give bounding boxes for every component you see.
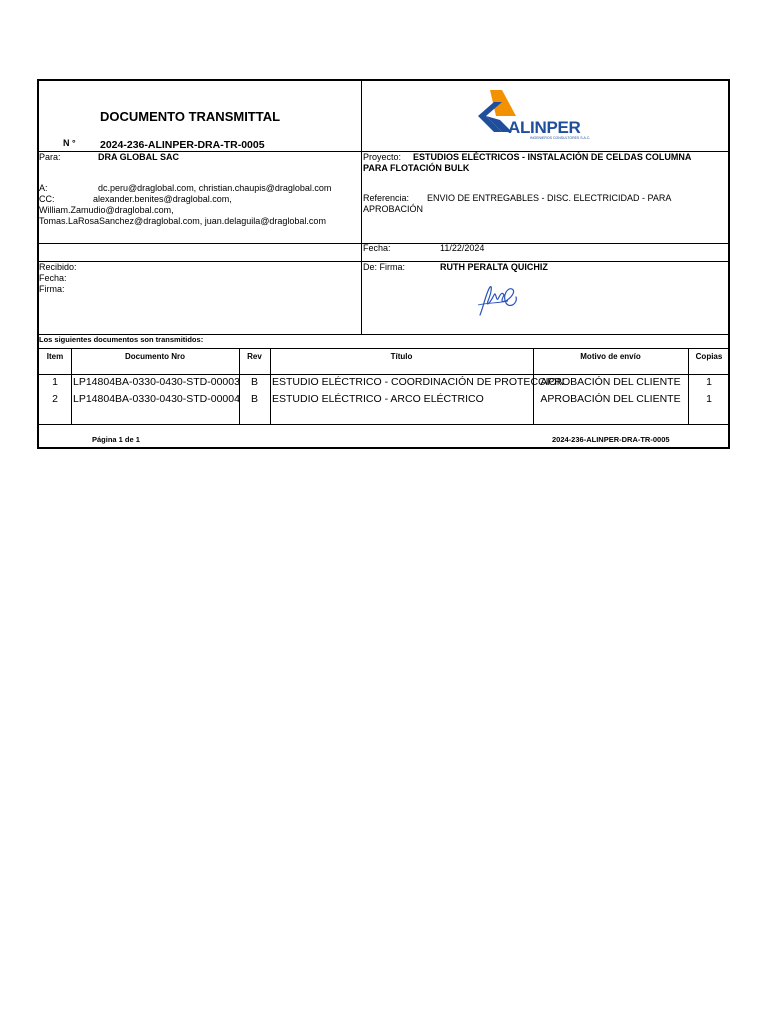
de-firma-value: RUTH PERALTA QUICHIZ xyxy=(440,262,548,272)
proyecto-value: ESTUDIOS ELÉCTRICOS - INSTALACIÓN DE CELDAS COLUMNA xyxy=(413,152,692,162)
cc-label: CC: xyxy=(39,194,55,204)
proyecto-label: Proyecto: xyxy=(363,152,402,162)
header-copias: Copias xyxy=(695,352,723,361)
divider xyxy=(39,374,730,375)
fecha-value: 11/22/2024 xyxy=(440,243,485,253)
row-titulo: ESTUDIO ELÉCTRICO - ARCO ELÉCTRICO xyxy=(272,393,484,405)
row-copias: 1 xyxy=(706,393,712,405)
divider xyxy=(39,424,730,425)
number-label: N ° xyxy=(63,138,76,148)
footer-document-code: 2024-236-ALINPER-DRA-TR-0005 xyxy=(552,435,670,444)
row-item: 2 xyxy=(52,393,58,405)
referencia-value: ENVIO DE ENTREGABLES - DISC. ELECTRICIDAD - PARA xyxy=(427,193,672,203)
fecha-recibido-label: Fecha: xyxy=(39,273,67,283)
recibido-label: Recibido: xyxy=(39,262,77,272)
header-titulo: Título xyxy=(390,352,413,361)
firma-label: Firma: xyxy=(39,284,65,294)
row-rev: B xyxy=(250,376,258,388)
a-label: A: xyxy=(39,183,48,193)
de-firma-label: De: Firma: xyxy=(363,262,406,272)
logo-subtext: INGENIEROS CONSULTORES S.A.C. xyxy=(530,136,591,140)
row-item: 1 xyxy=(52,376,58,388)
row-doc: LP14804BA-0330-0430-STD-00003 xyxy=(73,376,240,388)
divider xyxy=(39,348,730,349)
table-caption: Los siguientes documentos son transmitidos: xyxy=(39,335,204,344)
proyecto-value-line-2: PARA FLOTACIÓN BULK xyxy=(363,163,470,173)
document-title: DOCUMENTO TRANSMITTAL xyxy=(100,109,281,124)
row-rev: B xyxy=(250,393,258,405)
cc-line-3: Tomas.LaRosaSanchez@draglobal.com, juan.delaguila@draglobal.com xyxy=(39,216,326,226)
document-number: 2024-236-ALINPER-DRA-TR-0005 xyxy=(100,139,265,151)
header-rev: Rev xyxy=(247,352,262,361)
row-motivo: APROBACIÓN DEL CLIENTE xyxy=(540,376,681,388)
para-value: DRA GLOBAL SAC xyxy=(98,152,179,162)
row-titulo: ESTUDIO ELÉCTRICO - COORDINACIÓN DE PROTECCION xyxy=(272,376,565,388)
row-doc: LP14804BA-0330-0430-STD-00004 xyxy=(73,393,240,405)
para-label: Para: xyxy=(39,152,61,162)
cc-line-2: William.Zamudio@draglobal.com, xyxy=(39,205,174,215)
fecha-label: Fecha: xyxy=(363,243,391,253)
a-value: dc.peru@draglobal.com, christian.chaupis@draglobal.com xyxy=(98,183,332,193)
divider xyxy=(361,81,362,334)
header-motivo: Motivo de envío xyxy=(580,352,641,361)
referencia-value-line-2: APROBACIÓN xyxy=(363,204,424,214)
header-doc: Documento Nro xyxy=(125,352,185,361)
row-copias: 1 xyxy=(706,376,712,388)
company-logo xyxy=(472,86,596,144)
signature xyxy=(472,281,522,319)
referencia-label: Referencia: xyxy=(363,193,410,203)
cc-value: alexander.benites@draglobal.com, xyxy=(93,194,232,204)
row-motivo: APROBACIÓN DEL CLIENTE xyxy=(540,393,681,405)
transmittal-document xyxy=(37,79,730,449)
page-number: Página 1 de 1 xyxy=(92,435,140,444)
header-item: Item xyxy=(46,352,64,361)
logo-wordmark: ALINPER xyxy=(508,118,581,137)
